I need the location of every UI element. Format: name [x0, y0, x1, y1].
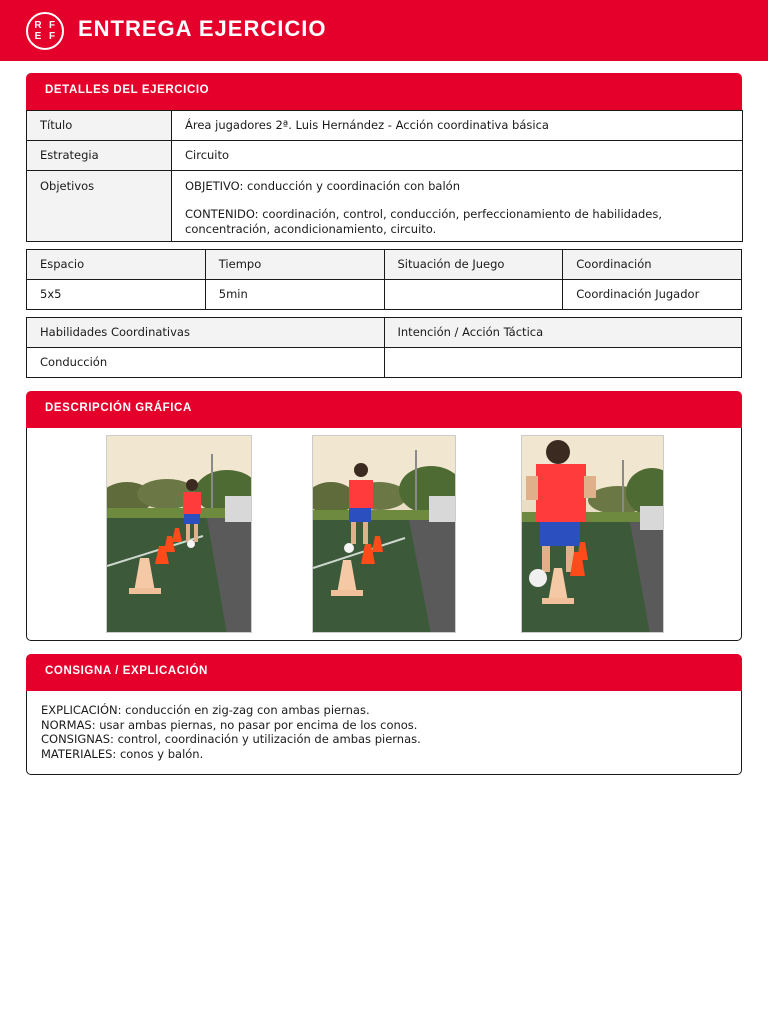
consigna-heading-bar [26, 654, 742, 691]
descripcion-box [26, 428, 742, 641]
exercise-photo-3 [521, 435, 664, 633]
intencion-label: Intención / Acción Táctica [384, 318, 742, 348]
detalles-heading-bar [26, 73, 742, 110]
consigna-text [41, 703, 421, 761]
descripcion-heading: DESCRIPCIÓN GRÁFICA [45, 402, 192, 414]
coordinacion-value: Coordinación Jugador [563, 280, 742, 310]
logo-letter: F [48, 31, 56, 42]
habilidades-value: Conducción [27, 348, 385, 378]
params-table [26, 249, 742, 310]
consigna-box [26, 691, 742, 775]
objetivo-line: OBJETIVO: conducción y coordinación con balón [185, 179, 460, 193]
normas-line: NORMAS: usar ambas piernas, no pasar por encima de los conos. [41, 717, 418, 732]
estrategia-label: Estrategia [27, 141, 172, 171]
exercise-photo-2 [312, 435, 456, 633]
logo-letter: E [34, 31, 42, 42]
descripcion-heading-bar [26, 391, 742, 428]
consigna-heading: CONSIGNA / EXPLICACIÓN [45, 665, 208, 677]
objetivos-value [172, 171, 743, 242]
titulo-label: Título [27, 111, 172, 141]
intencion-value [384, 348, 742, 378]
situacion-label: Situación de Juego [384, 250, 563, 280]
detalles-table [26, 110, 743, 242]
logo-letter: R [34, 20, 42, 31]
explicacion-line: EXPLICACIÓN: conducción en zig-zag con ambas piernas. [41, 703, 370, 717]
tiempo-label: Tiempo [205, 250, 384, 280]
situacion-value [384, 280, 563, 310]
coordinacion-label: Coordinación [563, 250, 742, 280]
materiales-line: MATERIALES: conos y balón. [41, 746, 204, 761]
objetivos-label: Objetivos [27, 171, 172, 242]
habilidades-table [26, 317, 742, 378]
espacio-value: 5x5 [27, 280, 206, 310]
logo-letter: F [48, 20, 56, 31]
habilidades-label: Habilidades Coordinativas [27, 318, 385, 348]
page-title: ENTREGA EJERCICIO [78, 16, 327, 41]
exercise-photo-1 [106, 435, 252, 633]
tiempo-value: 5min [205, 280, 384, 310]
estrategia-value: Circuito [172, 141, 743, 171]
rfef-logo [26, 12, 64, 50]
header-bar [0, 0, 768, 61]
detalles-heading: DETALLES DEL EJERCICIO [45, 84, 210, 96]
consignas-line: CONSIGNAS: control, coordinación y utilización de ambas piernas. [41, 732, 421, 746]
contenido-line: CONTENIDO: coordinación, control, conducción, perfeccionamiento de habilidades, concentración, acondicionamiento, circuito. [185, 207, 663, 236]
espacio-label: Espacio [27, 250, 206, 280]
titulo-value: Área jugadores 2ª. Luis Hernández - Acción coordinativa básica [172, 111, 743, 141]
